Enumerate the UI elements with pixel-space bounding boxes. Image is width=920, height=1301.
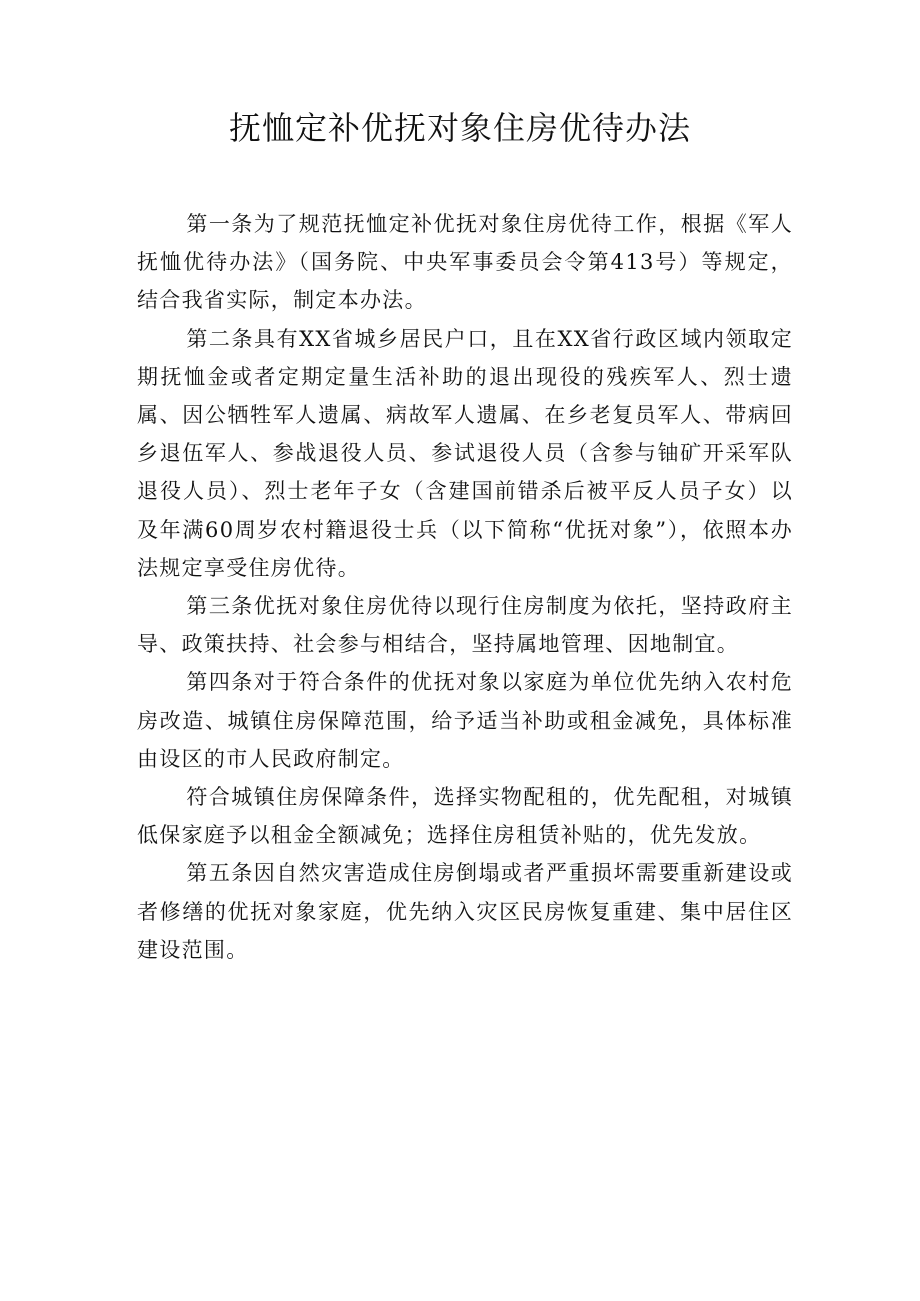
document-title: 抚恤定补优抚对象住房优待办法	[228, 109, 691, 147]
paragraph-article-5: 第五条因自然灾害造成住房倒塌或者严重损坏需要重新建设或者修缮的优抚对象家庭，优先纳入灾区民房恢复重建、集中居住区建设范围。	[137, 861, 793, 962]
document-body	[137, 205, 793, 969]
paragraph-article-4: 第四条对于符合条件的优抚对象以家庭为单位优先纳入农村危房改造、城镇住房保障范围，给予适当补助或租金减免，具体标准由设区的市人民政府制定。	[137, 670, 793, 771]
paragraph-article-1: 第一条为了规范抚恤定补优抚对象住房优待工作，根据《军人抚恤优待办法》（国务院、中央军事委员会令第413号）等规定，结合我省实际，制定本办法。	[137, 212, 793, 313]
paragraph-article-3: 第三条优抚对象住房优待以现行住房制度为依托，坚持政府主导、政策扶持、社会参与相结合，坚持属地管理、因地制宜。	[137, 594, 793, 657]
paragraph-article-2: 第二条具有XX省城乡居民户口，且在XX省行政区域内领取定期抚恤金或者定期定量生活补助的退出现役的残疾军人、烈士遗属、因公牺牲军人遗属、病故军人遗属、在乡老复员军人、带病回乡退伍军人、参战退役人员、参试退役人员（含参与铀矿开采军队退役人员）、烈士老年子女（含建国前错杀后被平反人员子女）以及年满60周岁农村籍退役士兵（以下简称“优抚对象”），依照本办法规定享受住房优待。	[137, 326, 793, 580]
paragraph-article-4-supplement: 符合城镇住房保障条件，选择实物配租的，优先配租，对城镇低保家庭予以租金全额减免；选择住房租赁补贴的，优先发放。	[137, 785, 793, 848]
